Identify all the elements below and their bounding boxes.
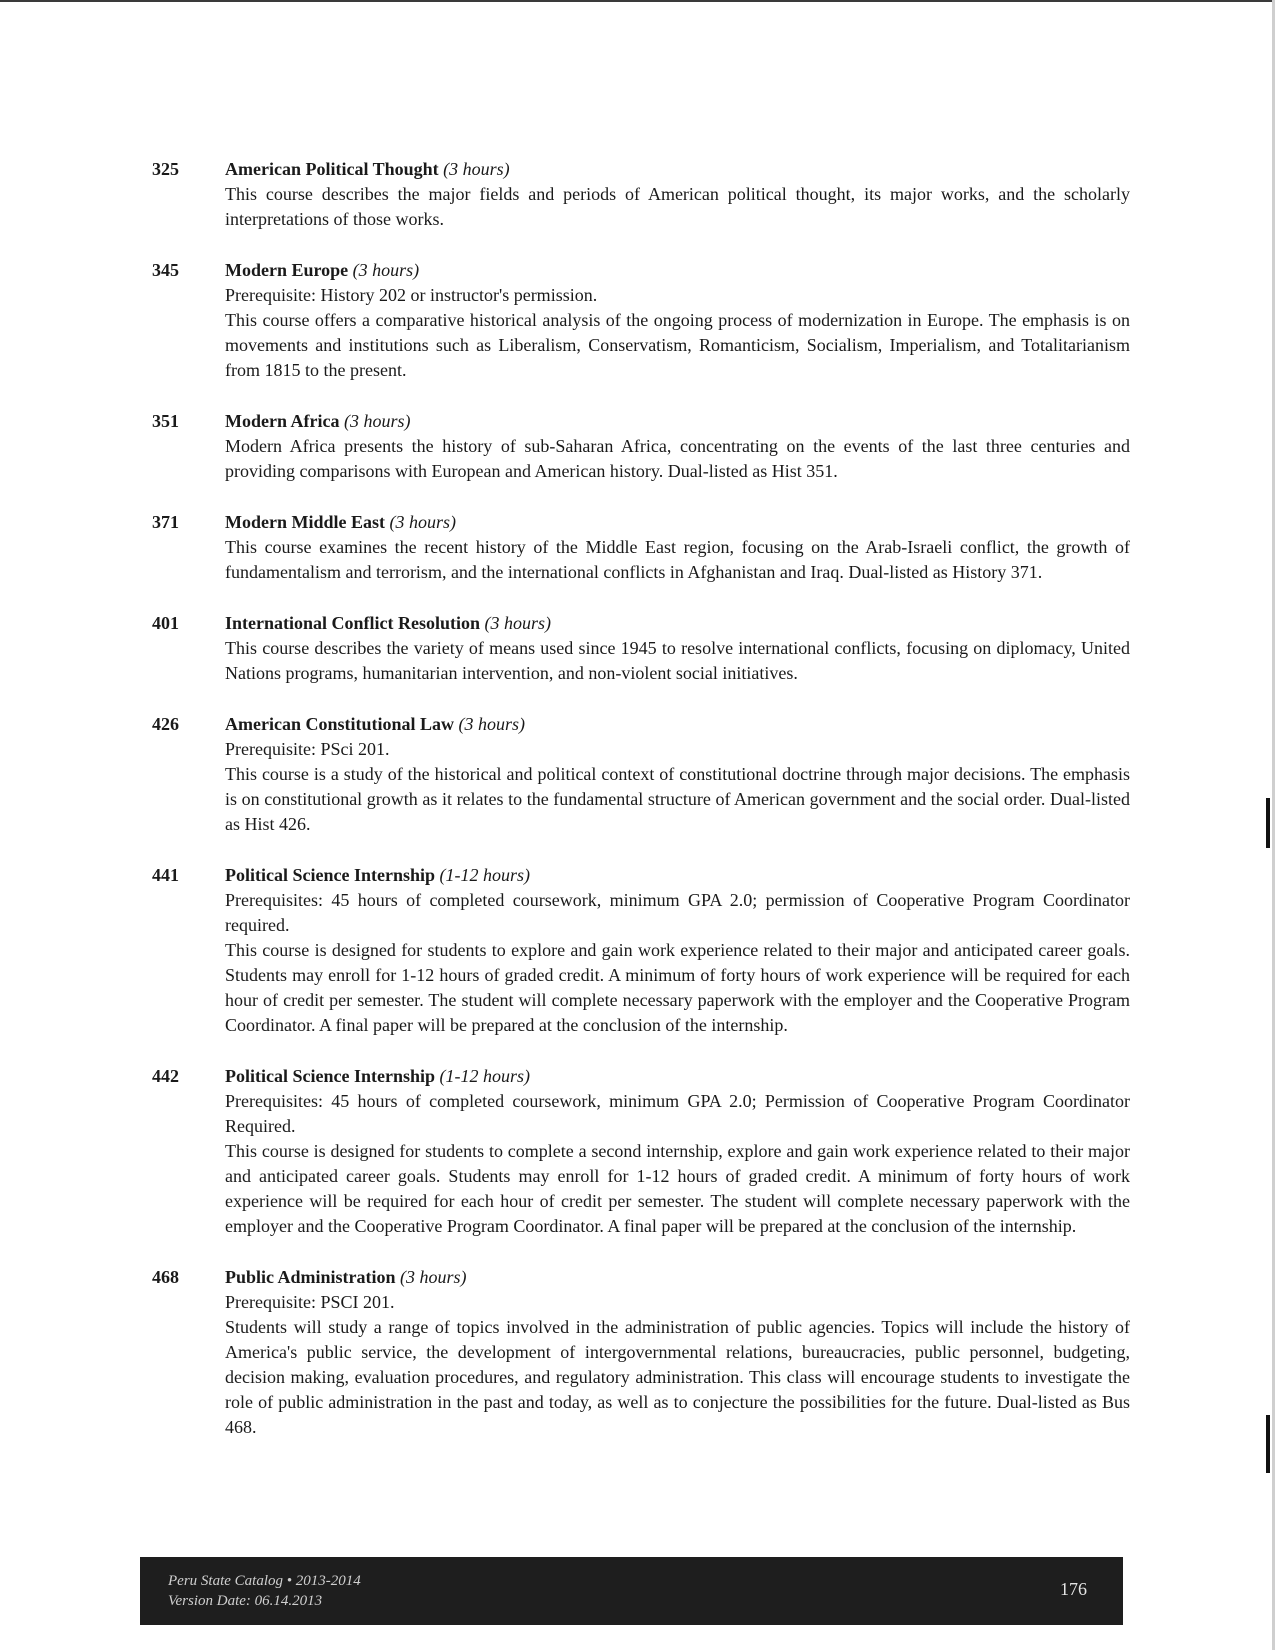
- course-number: 351: [152, 411, 179, 431]
- course-number: 325: [152, 159, 179, 179]
- course-body: [225, 1265, 1130, 1440]
- course-list: [140, 157, 1130, 1466]
- course-title: Public Administration: [225, 1267, 396, 1287]
- course-description: This course describes the major fields and periods of American political thought, its major works, and the scholarly interpretations of those works.: [225, 184, 1130, 229]
- page-footer: [140, 1557, 1123, 1625]
- course-title: Political Science Internship: [225, 1066, 435, 1086]
- course-heading: [225, 1064, 1130, 1089]
- course-prerequisite: Prerequisite: PSCI 201.: [225, 1292, 395, 1312]
- course-body: [225, 712, 1130, 837]
- course-entry: [140, 611, 1130, 686]
- course-entry: [140, 409, 1130, 484]
- course-entry: [140, 1064, 1130, 1239]
- course-number: 442: [152, 1066, 179, 1086]
- course-body: [225, 863, 1130, 1038]
- course-prerequisite: Prerequisite: History 202 or instructor's permission.: [225, 285, 598, 305]
- course-heading: [225, 863, 1130, 888]
- course-description: Modern Africa presents the history of sub-Saharan Africa, concentrating on the events of the last three centuries and providing comparisons with European and American history. Dual-listed as Hist 351.: [225, 436, 1130, 481]
- course-body: [225, 258, 1130, 383]
- course-entry: [140, 258, 1130, 383]
- course-description: This course is designed for students to complete a second internship, explore and gain work experience related to their major and anticipated career goals. Students may enroll for 1-12 hours of graded credit. A minimum of forty hours of work experience will be required for each hour of credit per semester. The student will complete necessary paperwork with the employer and the Cooperative Program Coordinator. A final paper will be prepared at the conclusion of the internship.: [225, 1141, 1130, 1236]
- course-hours: (3 hours): [484, 613, 552, 633]
- course-body: [225, 510, 1130, 585]
- course-entry: [140, 510, 1130, 585]
- course-title: American Political Thought: [225, 159, 439, 179]
- course-hours: (3 hours): [343, 411, 411, 431]
- page-top-edge: [0, 0, 1275, 2]
- course-entry: [140, 1265, 1130, 1440]
- course-entry: [140, 863, 1130, 1038]
- course-description: This course examines the recent history of the Middle East region, focusing on the Arab-Israeli conflict, the growth of fundamentalism and terrorism, and the international conflicts in Afghanistan and Iraq. Dual-listed as History 371.: [225, 537, 1130, 582]
- course-heading: [225, 258, 1130, 283]
- course-hours: (3 hours): [458, 714, 525, 734]
- course-number: 468: [152, 1267, 179, 1287]
- course-title: Modern Africa: [225, 411, 340, 431]
- course-hours: (1-12 hours): [439, 865, 530, 885]
- course-body: [225, 157, 1130, 232]
- footer-catalog-title: Peru State Catalog • 2013-2014: [168, 1573, 361, 1589]
- course-number: 401: [152, 613, 179, 633]
- course-number: 441: [152, 865, 179, 885]
- course-entry: [140, 712, 1130, 837]
- course-prerequisite: Prerequisites: 45 hours of completed coursework, minimum GPA 2.0; permission of Cooperative Program Coordinator required.: [225, 890, 1130, 935]
- course-number: 345: [152, 260, 179, 280]
- course-hours: (1-12 hours): [439, 1066, 530, 1086]
- course-heading: [225, 1265, 1130, 1290]
- course-number: 371: [152, 512, 179, 532]
- course-heading: [225, 157, 1130, 182]
- course-hours: (3 hours): [443, 159, 510, 179]
- course-description: Students will study a range of topics involved in the administration of public agencies. Topics will include the history of America's public service, the development of intergovernmental relations, bureaucracies, public personnel, budgeting, decision making, evaluation procedures, and regulatory administration. This class will encourage students to investigate the role of public administration in the past and today, as well as to conjecture the possibilities for the future. Dual-listed as Bus 468.: [225, 1317, 1130, 1437]
- course-prerequisite: Prerequisite: PSci 201.: [225, 739, 390, 759]
- course-heading: [225, 611, 1130, 636]
- course-body: [225, 611, 1130, 686]
- course-title: Modern Middle East: [225, 512, 385, 532]
- course-description: This course is designed for students to explore and gain work experience related to their major and anticipated career goals. Students may enroll for 1-12 hours of graded credit. A minimum of forty hours of work experience will be required for each hour of credit per semester. The student will complete necessary paperwork with the employer and the Cooperative Program Coordinator. A final paper will be prepared at the conclusion of the internship.: [225, 940, 1130, 1035]
- course-body: [225, 409, 1130, 484]
- course-hours: (3 hours): [352, 260, 420, 280]
- course-title: Modern Europe: [225, 260, 349, 280]
- course-prerequisite: Prerequisites: 45 hours of completed coursework, minimum GPA 2.0; Permission of Cooperative Program Coordinator Required.: [225, 1091, 1130, 1136]
- course-title: International Conflict Resolution: [225, 613, 481, 633]
- course-description: This course is a study of the historical and political context of constitutional doctrine through major decisions. The emphasis is on constitutional growth as it relates to the fundamental structure of American government and the social order. Dual-listed as Hist 426.: [225, 764, 1130, 834]
- course-heading: [225, 409, 1130, 434]
- course-number: 426: [152, 714, 179, 734]
- course-hours: (3 hours): [389, 512, 456, 532]
- footer-catalog-info: [168, 1571, 361, 1611]
- course-description: This course describes the variety of means used since 1945 to resolve international conflicts, focusing on diplomacy, United Nations programs, humanitarian intervention, and non-violent social initiatives.: [225, 638, 1130, 683]
- footer-version-date: Version Date: 06.14.2013: [168, 1593, 323, 1609]
- course-description: This course offers a comparative historical analysis of the ongoing process of modernization in Europe. The emphasis is on movements and institutions such as Liberalism, Conservatism, Romanticism, Socialism, Imperialism, and Totalitarianism from 1815 to the present.: [225, 310, 1130, 380]
- scan-margin-mark-upper: [1266, 798, 1270, 848]
- course-heading: [225, 712, 1130, 737]
- course-heading: [225, 510, 1130, 535]
- course-body: [225, 1064, 1130, 1239]
- course-hours: (3 hours): [400, 1267, 467, 1287]
- scan-margin-mark-lower: [1266, 1415, 1270, 1473]
- course-title: American Constitutional Law: [225, 714, 454, 734]
- course-entry: [140, 157, 1130, 232]
- page-number: 176: [1060, 1579, 1087, 1599]
- course-title: Political Science Internship: [225, 865, 435, 885]
